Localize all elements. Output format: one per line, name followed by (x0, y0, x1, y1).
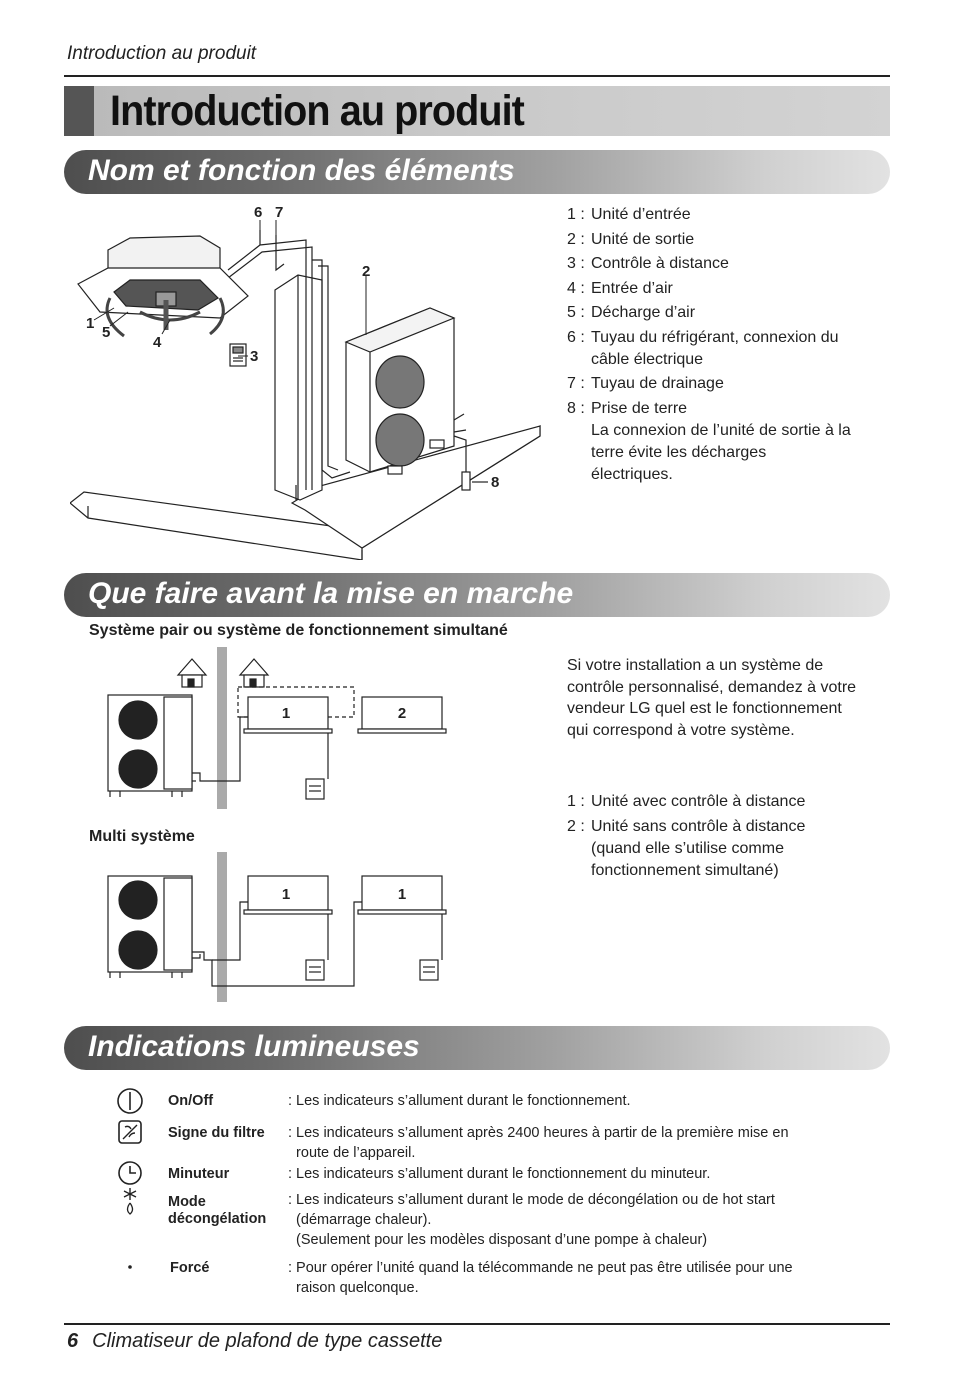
legend-number: 7 : (567, 375, 585, 392)
legend-item (567, 373, 851, 395)
pair-unit-label-2: 2 (397, 705, 407, 722)
legend-subtext: (quand elle s’utilise comme (591, 839, 784, 857)
legend-subtext: terre évite les décharges (591, 443, 767, 461)
diagram-label-4: 4 (153, 334, 162, 351)
indicator-description-line: : Les indicateurs s’allument durant le mode de décongélation ou de hot start (288, 1192, 775, 1208)
remote-control (306, 779, 324, 799)
multi-unit-label-1: 1 (281, 886, 291, 903)
section-title-before: Que faire avant la mise en marche (88, 577, 574, 610)
legend-number: 1 : (567, 793, 585, 810)
indicator-description (288, 1164, 848, 1184)
installation-diagram (70, 200, 550, 560)
legend-item (567, 253, 851, 275)
document-title: Climatiseur de plafond de type cassette (92, 1330, 443, 1352)
outdoor-unit (346, 308, 466, 474)
pair-unit-label-1: 1 (281, 705, 291, 722)
diagram-label-1: 1 (86, 315, 95, 332)
indicator-name: Forcé (170, 1260, 210, 1276)
multi-unit-label-2: 1 (397, 886, 407, 903)
pair-system-heading: Système pair ou système de fonctionnement simultané (89, 622, 508, 639)
remote-control (420, 960, 438, 980)
indicator-description-line: (démarrage chaleur). (288, 1212, 432, 1228)
diagram-label-6: 6 (254, 204, 263, 221)
dot-icon (110, 1260, 150, 1276)
multi-system-diagram (100, 850, 460, 1010)
custom-control-paragraph: Si votre installation a un système de contrôle personnalisé, demandez à votre vendeur LG quel est le fonctionnement qui correspond à votre système. (567, 657, 857, 739)
legend-item (567, 327, 851, 371)
legend-item (567, 398, 851, 486)
indicator-description (288, 1258, 848, 1298)
page-title-bar (64, 86, 890, 136)
legend-text: Unité avec contrôle à distance (591, 793, 806, 810)
parts-legend (567, 204, 851, 488)
legend-number: 2 : (567, 817, 585, 835)
multi-system-heading: Multi système (89, 828, 195, 845)
legend-text: Tuyau de drainage (591, 375, 724, 392)
legend-subtext: fonctionnement simultané) (591, 861, 779, 879)
section-bar-lights (64, 1026, 890, 1070)
legend-subtext: La connexion de l’unité de sortie à la (591, 421, 851, 439)
indicator-name: Mode décongélation (168, 1194, 267, 1227)
house-icon (178, 659, 206, 687)
diagram-label-2: 2 (362, 263, 371, 280)
section-title-lights: Indications lumineuses (88, 1030, 420, 1063)
section-title-names: Nom et fonction des éléments (88, 154, 515, 187)
legend-text: Unité sans contrôle à distance (591, 817, 806, 835)
legend-item (567, 302, 851, 324)
legend-subtext: câble électrique (591, 350, 704, 368)
pair-system-diagram (100, 645, 460, 815)
title-accent-block (64, 86, 94, 136)
footer-rule (64, 1323, 890, 1325)
diagram-label-7: 7 (275, 204, 284, 221)
legend-text: Unité d’entrée (591, 206, 691, 223)
unit-control-legend (567, 791, 805, 884)
legend-item (567, 816, 805, 882)
legend-text: Prise de terre (591, 399, 688, 417)
filter-icon (110, 1119, 150, 1149)
header-rule (64, 75, 890, 77)
diagram-label-3: 3 (250, 348, 259, 365)
remote-control (306, 960, 324, 980)
defrost-icon (110, 1186, 150, 1220)
indicator-name: Signe du filtre (168, 1125, 265, 1141)
legend-text: Unité de sortie (591, 230, 695, 248)
section-bar-names (64, 150, 890, 194)
legend-number: 4 : (567, 279, 585, 297)
legend-number: 8 : (567, 399, 585, 417)
indoor-cassette-unit (78, 236, 248, 336)
legend-number: 1 : (567, 206, 585, 223)
legend-subtext: électriques. (591, 465, 673, 483)
section-bar-before (64, 573, 890, 617)
indicator-description-line: : Les indicateurs s’allument durant le fonctionnement. (288, 1093, 631, 1109)
indicator-description-line: : Les indicateurs s’allument durant le fonctionnement du minuteur. (288, 1166, 711, 1182)
legend-number: 3 : (567, 255, 585, 272)
indicator-description (288, 1190, 848, 1250)
indicator-description-line: : Les indicateurs s’allument après 2400 heures à partir de la première mise en (288, 1125, 789, 1141)
indicator-name: On/Off (168, 1093, 214, 1109)
legend-text: Entrée d’air (591, 279, 673, 297)
indicator-description-line: raison quelconque. (288, 1280, 419, 1296)
diagram-label-8: 8 (491, 474, 500, 491)
indicator-description-line: (Seulement pour les modèles disposant d’une pompe à chaleur) (288, 1232, 708, 1248)
indicator-name: Minuteur (168, 1166, 230, 1182)
legend-item (567, 278, 851, 300)
page-number: 6 (67, 1330, 79, 1352)
legend-item (567, 791, 805, 813)
footer (67, 1330, 442, 1353)
legend-text: Contrôle à distance (591, 255, 729, 272)
diagram-label-5: 5 (102, 324, 111, 341)
legend-number: 5 : (567, 304, 585, 321)
indicator-description (288, 1123, 848, 1163)
indicator-description-line: : Pour opérer l’unité quand la télécommande ne peut pas être utilisée pour une (288, 1260, 793, 1276)
running-header: Introduction au produit (67, 43, 257, 64)
page-title: Introduction au produit (110, 87, 524, 135)
legend-text: Décharge d’air (591, 304, 696, 321)
legend-item (567, 204, 851, 226)
legend-text: Tuyau du réfrigérant, connexion du (591, 328, 839, 346)
legend-number: 6 : (567, 328, 585, 346)
indicator-description-line: route de l’appareil. (288, 1145, 416, 1161)
remote-control (230, 344, 246, 366)
house-icon (240, 659, 268, 687)
legend-item (567, 229, 851, 251)
legend-number: 2 : (567, 230, 585, 248)
indicator-description (288, 1091, 848, 1111)
power-icon (110, 1087, 150, 1119)
